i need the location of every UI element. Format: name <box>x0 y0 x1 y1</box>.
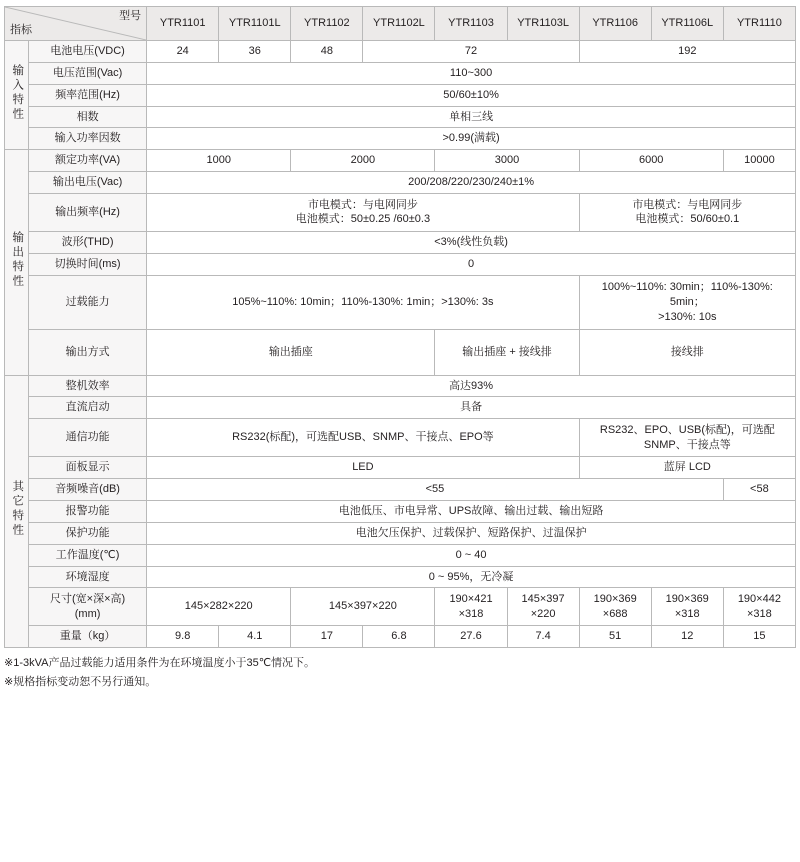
model-header-3: YTR1102 <box>291 7 363 41</box>
table-row <box>5 275 796 329</box>
value-cell: 电池欠压保护、过载保护、短路保护、过温保护 <box>147 522 796 544</box>
row-label: 重量（kg） <box>29 626 147 648</box>
value-cell: <55 <box>147 479 724 501</box>
row-label: 环境湿度 <box>29 566 147 588</box>
value-cell: 电池低压、市电异常、UPS故障、输出过载、输出短路 <box>147 500 796 522</box>
table-row <box>5 84 796 106</box>
row-label: 工作温度(℃) <box>29 544 147 566</box>
table-row <box>5 41 796 63</box>
value-cell: 4.1 <box>219 626 291 648</box>
table-row <box>5 419 796 457</box>
row-label: 尺寸(宽×深×高) (mm) <box>29 588 147 626</box>
value-cell: 192 <box>579 41 795 63</box>
value-cell: <58 <box>723 479 795 501</box>
value-cell: 市电模式：与电网同步 电池模式：50±0.25 /60±0.3 <box>147 193 579 231</box>
table-corner-header <box>5 7 147 41</box>
value-cell: 0 ~ 40 <box>147 544 796 566</box>
value-cell: 7.4 <box>507 626 579 648</box>
table-row <box>5 626 796 648</box>
value-cell: 具备 <box>147 397 796 419</box>
specification-table <box>4 6 796 648</box>
value-cell: 145×397×220 <box>291 588 435 626</box>
value-cell: 51 <box>579 626 651 648</box>
row-label: 面板显示 <box>29 457 147 479</box>
row-label: 电池电压(VDC) <box>29 41 147 63</box>
table-row <box>5 500 796 522</box>
value-cell: 蓝屏 LCD <box>579 457 795 479</box>
footnotes <box>4 654 796 691</box>
value-cell: 2000 <box>291 150 435 172</box>
value-cell: 72 <box>363 41 579 63</box>
value-cell: 6.8 <box>363 626 435 648</box>
value-cell: 单相三线 <box>147 106 796 128</box>
table-row <box>5 544 796 566</box>
group-label-output <box>5 150 29 375</box>
row-label: 波形(THD) <box>29 231 147 253</box>
value-cell: 市电模式：与电网同步 电池模式：50/60±0.1 <box>579 193 795 231</box>
model-header-9: YTR1110 <box>723 7 795 41</box>
value-cell: 17 <box>291 626 363 648</box>
value-cell: <3%(线性负载) <box>147 231 796 253</box>
value-cell: 0 ~ 95%，无冷凝 <box>147 566 796 588</box>
value-cell: 输出插座 <box>147 329 435 375</box>
row-label: 输入功率因数 <box>29 128 147 150</box>
value-cell: 0 <box>147 253 796 275</box>
value-cell: 100%~110%: 30min；110%-130%: 5min； >130%: 10s <box>579 275 795 329</box>
value-cell: 145×282×220 <box>147 588 291 626</box>
table-row <box>5 522 796 544</box>
row-label: 保护功能 <box>29 522 147 544</box>
value-cell: 50/60±10% <box>147 84 796 106</box>
value-cell: 110~300 <box>147 62 796 84</box>
table-row <box>5 62 796 84</box>
value-cell: 3000 <box>435 150 579 172</box>
table-row <box>5 397 796 419</box>
value-cell: 6000 <box>579 150 723 172</box>
value-cell: 1000 <box>147 150 291 172</box>
value-cell: 24 <box>147 41 219 63</box>
table-row <box>5 375 796 397</box>
row-label: 输出频率(Hz) <box>29 193 147 231</box>
value-cell: 190×369 ×318 <box>651 588 723 626</box>
model-header-6: YTR1103L <box>507 7 579 41</box>
row-label: 音频噪音(dB) <box>29 479 147 501</box>
value-cell: 27.6 <box>435 626 507 648</box>
value-cell: >0.99(满载) <box>147 128 796 150</box>
model-header-5: YTR1103 <box>435 7 507 41</box>
value-cell: 105%~110%: 10min；110%-130%: 1min；>130%: 3s <box>147 275 579 329</box>
value-cell: 190×421 ×318 <box>435 588 507 626</box>
table-row <box>5 106 796 128</box>
row-label: 电压范围(Vac) <box>29 62 147 84</box>
row-label: 频率范围(Hz) <box>29 84 147 106</box>
header-index-label: 指标 <box>10 24 32 37</box>
value-cell: 190×369 ×688 <box>579 588 651 626</box>
value-cell: 15 <box>723 626 795 648</box>
value-cell: 48 <box>291 41 363 63</box>
table-row <box>5 479 796 501</box>
value-cell: RS232、EPO、USB(标配)，可选配 SNMP、干接点等 <box>579 419 795 457</box>
footnote-1: ※1-3kVA产品过载能力适用条件为在环境温度小于35℃情况下。 <box>4 657 316 670</box>
table-body <box>5 7 796 648</box>
table-header-row <box>5 7 796 41</box>
model-header-4: YTR1102L <box>363 7 435 41</box>
model-header-2: YTR1101L <box>219 7 291 41</box>
model-header-7: YTR1106 <box>579 7 651 41</box>
group-label-other <box>5 375 29 648</box>
value-cell: 36 <box>219 41 291 63</box>
row-label: 额定功率(VA) <box>29 150 147 172</box>
table-row <box>5 457 796 479</box>
group-label-text: 输入特性 <box>11 63 24 122</box>
model-header-1: YTR1101 <box>147 7 219 41</box>
value-cell: 输出插座 + 接线排 <box>435 329 579 375</box>
table-row <box>5 566 796 588</box>
row-label: 输出方式 <box>29 329 147 375</box>
value-cell: 145×397 ×220 <box>507 588 579 626</box>
row-label: 相数 <box>29 106 147 128</box>
value-cell: 12 <box>651 626 723 648</box>
value-cell: 接线排 <box>579 329 795 375</box>
group-label-text: 其它特性 <box>11 479 24 538</box>
value-cell: 9.8 <box>147 626 219 648</box>
row-label: 过载能力 <box>29 275 147 329</box>
footnote-2: ※规格指标变动恕不另行通知。 <box>4 675 157 688</box>
value-cell: 190×442 ×318 <box>723 588 795 626</box>
value-cell: LED <box>147 457 579 479</box>
value-cell: RS232(标配)，可选配USB、SNMP、干接点、EPO等 <box>147 419 579 457</box>
row-label: 直流启动 <box>29 397 147 419</box>
table-row <box>5 253 796 275</box>
table-row <box>5 231 796 253</box>
table-row <box>5 172 796 194</box>
row-label: 切换时间(ms) <box>29 253 147 275</box>
row-label: 整机效率 <box>29 375 147 397</box>
model-header-8: YTR1106L <box>651 7 723 41</box>
table-row <box>5 588 796 626</box>
value-cell: 高达93% <box>147 375 796 397</box>
value-cell: 10000 <box>723 150 795 172</box>
table-row <box>5 150 796 172</box>
table-row <box>5 128 796 150</box>
group-label-text: 输出特性 <box>11 230 24 289</box>
table-row <box>5 193 796 231</box>
row-label: 报警功能 <box>29 500 147 522</box>
group-label-input <box>5 41 29 150</box>
value-cell: 200/208/220/230/240±1% <box>147 172 796 194</box>
row-label: 输出电压(Vac) <box>29 172 147 194</box>
table-row <box>5 329 796 375</box>
header-model-label: 型号 <box>119 10 142 22</box>
row-label: 通信功能 <box>29 419 147 457</box>
